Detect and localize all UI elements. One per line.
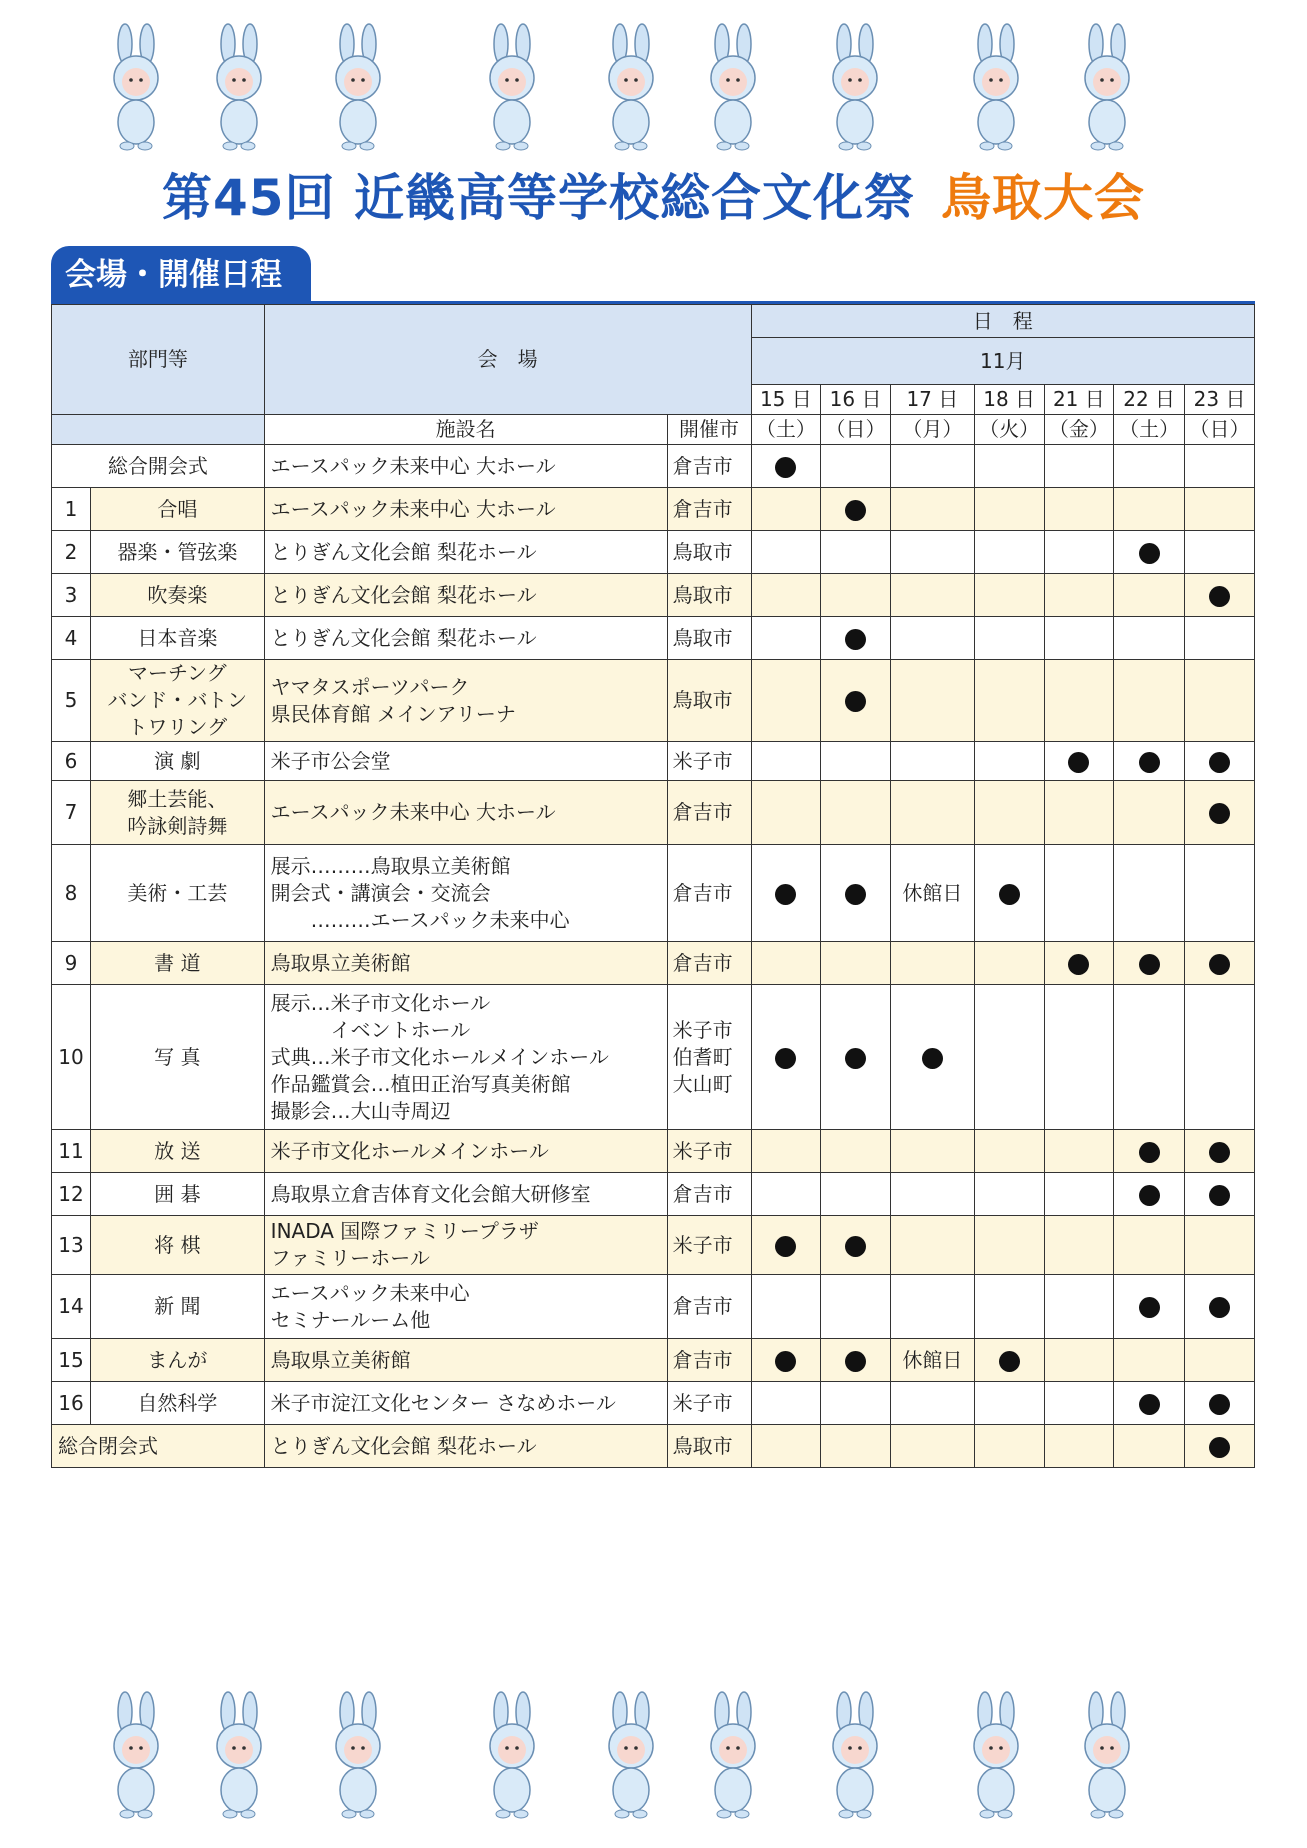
weekday-header: （土） [751, 415, 821, 445]
title-main: 第45回 近畿高等学校総合文化祭 [162, 169, 915, 227]
section-tab: 会場・開催日程 [51, 246, 311, 304]
day-cell [1114, 1382, 1185, 1425]
event-dot-icon [845, 1236, 866, 1257]
table-row [52, 985, 1255, 1130]
day-cell [974, 617, 1044, 660]
event-dot-icon [845, 500, 866, 521]
day-cell [1044, 574, 1114, 617]
table-row [52, 781, 1255, 845]
event-dot-icon [922, 1048, 943, 1069]
day-cell [974, 1173, 1044, 1216]
date-header: 22 日 [1114, 385, 1185, 415]
closed-day-label: 休館日 [902, 1347, 963, 1372]
day-cell [1114, 942, 1185, 985]
event-dot-icon [1139, 1394, 1160, 1415]
day-cell [890, 1173, 974, 1216]
day-cell [751, 1173, 821, 1216]
weekday-header: （日） [821, 415, 891, 445]
day-cell [1114, 660, 1185, 742]
day-cell [1114, 781, 1185, 845]
day-cell [1185, 488, 1255, 531]
event-dot-icon [845, 691, 866, 712]
day-cell [1044, 1130, 1114, 1173]
dept-cell: 総合開会式 [52, 445, 265, 488]
city-cell: 鳥取市 [667, 531, 751, 574]
table-row [52, 574, 1255, 617]
day-cell [890, 1339, 974, 1382]
day-cell [751, 1382, 821, 1425]
weekday-header: （日） [1185, 415, 1255, 445]
event-dot-icon [775, 1351, 796, 1372]
day-cell [974, 1382, 1044, 1425]
day-cell [1044, 845, 1114, 942]
page-title [0, 168, 1307, 228]
band-leader-mascot-icon [91, 22, 181, 152]
weekday-header: （月） [890, 415, 974, 445]
day-cell [1185, 1339, 1255, 1382]
day-cell [821, 781, 891, 845]
day-cell [890, 660, 974, 742]
venue-cell: エースパック未来中心 大ホール [264, 488, 667, 531]
event-dot-icon [1139, 1297, 1160, 1318]
day-cell [974, 660, 1044, 742]
table-row [52, 845, 1255, 942]
day-cell [890, 845, 974, 942]
day-cell [751, 845, 821, 942]
day-cell [1185, 942, 1255, 985]
day-cell [821, 1216, 891, 1275]
day-cell [1185, 781, 1255, 845]
city-cell: 鳥取市 [667, 574, 751, 617]
day-cell [821, 742, 891, 781]
city-cell: 鳥取市 [667, 660, 751, 742]
row-number: 4 [52, 617, 91, 660]
table-row [52, 1130, 1255, 1173]
venue-cell: 米子市公会堂 [264, 742, 667, 781]
day-cell [890, 574, 974, 617]
day-cell [890, 1130, 974, 1173]
day-cell [1185, 985, 1255, 1130]
day-cell [821, 1275, 891, 1339]
day-cell [974, 1130, 1044, 1173]
day-cell [821, 617, 891, 660]
event-dot-icon [1139, 1142, 1160, 1163]
city-cell: 倉吉市 [667, 942, 751, 985]
day-cell [1114, 1130, 1185, 1173]
day-cell [1114, 1173, 1185, 1216]
row-number: 13 [52, 1216, 91, 1275]
day-cell [1114, 845, 1185, 942]
day-cell [821, 985, 891, 1130]
dept-cell: 合唱 [90, 488, 264, 531]
venue-cell: とりぎん文化会館 梨花ホール [264, 531, 667, 574]
event-dot-icon [1068, 954, 1089, 975]
day-cell [890, 531, 974, 574]
day-cell [821, 531, 891, 574]
broadcaster-mascot-icon [688, 22, 778, 152]
city-cell: 倉吉市 [667, 488, 751, 531]
city-cell: 米子市 [667, 742, 751, 781]
city-cell: 倉吉市 [667, 1339, 751, 1382]
day-cell [890, 942, 974, 985]
venue-cell: とりぎん文化会館 梨花ホール [264, 574, 667, 617]
table-row [52, 1425, 1255, 1468]
day-cell [890, 781, 974, 845]
day-cell [821, 488, 891, 531]
day-cell [1185, 845, 1255, 942]
day-cell [821, 574, 891, 617]
dept-cell: 囲 碁 [90, 1173, 264, 1216]
city-cell: 米子市 [667, 1130, 751, 1173]
event-dot-icon [1068, 752, 1089, 773]
day-cell [751, 531, 821, 574]
day-cell [974, 1275, 1044, 1339]
event-dot-icon [1139, 954, 1160, 975]
venue-cell: ヤマタスポーツパーク 県民体育館 メインアリーナ [264, 660, 667, 742]
day-cell [1044, 1339, 1114, 1382]
day-cell [974, 985, 1044, 1130]
venue-cell: エースパック未来中心 大ホール [264, 445, 667, 488]
closed-day-label: 休館日 [902, 880, 963, 905]
bottom-mascot-row [0, 1690, 1307, 1820]
venue-cell: エースパック未来中心 大ホール [264, 781, 667, 845]
reader-mascot-icon [810, 1690, 900, 1820]
table-row [52, 1216, 1255, 1275]
day-cell [974, 845, 1044, 942]
day-cell [1114, 1339, 1185, 1382]
day-cell [751, 1275, 821, 1339]
event-dot-icon [775, 1236, 796, 1257]
venue-cell: 鳥取県立美術館 [264, 1339, 667, 1382]
day-cell [974, 1216, 1044, 1275]
date-header: 21 日 [1044, 385, 1114, 415]
speech-mascot-icon [586, 1690, 676, 1820]
city-cell: 鳥取市 [667, 1425, 751, 1468]
dept-cell: マーチング バンド・バトン トワリング [90, 660, 264, 742]
top-mascot-row [0, 22, 1307, 152]
event-dot-icon [775, 1048, 796, 1069]
venue-cell: エースパック未来中心 セミナールーム他 [264, 1275, 667, 1339]
day-cell [1185, 1382, 1255, 1425]
singer-mascot-icon [91, 1690, 181, 1820]
day-cell [821, 1339, 891, 1382]
event-dot-icon [1139, 543, 1160, 564]
day-cell [821, 660, 891, 742]
day-cell [1114, 488, 1185, 531]
venue-cell: 鳥取県立美術館 [264, 942, 667, 985]
table-row [52, 1382, 1255, 1425]
event-dot-icon [845, 629, 866, 650]
day-cell [1044, 531, 1114, 574]
day-cell [890, 742, 974, 781]
cello-mascot-icon [586, 22, 676, 152]
day-cell [821, 942, 891, 985]
row-number: 12 [52, 1173, 91, 1216]
shogi-piece-mascot-icon [313, 1690, 403, 1820]
day-cell [1044, 1216, 1114, 1275]
day-cell [821, 1382, 891, 1425]
day-cell [1185, 445, 1255, 488]
date-header: 16 日 [821, 385, 891, 415]
venue-cell: とりぎん文化会館 梨花ホール [264, 1425, 667, 1468]
day-cell [821, 1130, 891, 1173]
day-cell [751, 781, 821, 845]
day-cell [1114, 1425, 1185, 1468]
day-cell [751, 660, 821, 742]
day-cell [1044, 742, 1114, 781]
dept-cell: 演 劇 [90, 742, 264, 781]
city-cell: 鳥取市 [667, 617, 751, 660]
row-number: 8 [52, 845, 91, 942]
writer-mascot-icon [194, 22, 284, 152]
row-number: 16 [52, 1382, 91, 1425]
calligraphy-mascot-icon [467, 1690, 557, 1820]
dept-cell: 写 真 [90, 985, 264, 1130]
day-cell [974, 488, 1044, 531]
event-dot-icon [1209, 1437, 1230, 1458]
day-cell [1044, 985, 1114, 1130]
event-dot-icon [1139, 1185, 1160, 1206]
month-header: 11月 [751, 338, 1255, 385]
city-cell: 倉吉市 [667, 1275, 751, 1339]
event-dot-icon [1209, 1185, 1230, 1206]
table-row [52, 1173, 1255, 1216]
day-cell [1185, 1173, 1255, 1216]
venue-cell: とりぎん文化会館 梨花ホール [264, 617, 667, 660]
row-number: 15 [52, 1339, 91, 1382]
day-cell [974, 1339, 1044, 1382]
city-header: 開催市 [667, 415, 751, 445]
dept-cell: 放 送 [90, 1130, 264, 1173]
row-number: 3 [52, 574, 91, 617]
day-cell [890, 617, 974, 660]
day-cell [1044, 1275, 1114, 1339]
row-number: 11 [52, 1130, 91, 1173]
day-cell [1044, 445, 1114, 488]
table-row [52, 1339, 1255, 1382]
day-cell [821, 445, 891, 488]
table-row [52, 942, 1255, 985]
day-cell [890, 445, 974, 488]
schedule-table [51, 304, 1255, 1468]
date-header: 15 日 [751, 385, 821, 415]
day-cell [1114, 531, 1185, 574]
row-number: 14 [52, 1275, 91, 1339]
trumpet-mascot-icon [1062, 22, 1152, 152]
event-dot-icon [1209, 954, 1230, 975]
day-cell [974, 531, 1044, 574]
date-header: 23 日 [1185, 385, 1255, 415]
city-cell: 米子市 [667, 1382, 751, 1425]
weekday-header: （火） [974, 415, 1044, 445]
day-cell [821, 845, 891, 942]
venue-group-header: 会 場 [264, 305, 751, 415]
city-cell: 米子市 [667, 1216, 751, 1275]
dept-cell: まんが [90, 1339, 264, 1382]
city-cell: 米子市 伯耆町 大山町 [667, 985, 751, 1130]
schedule-header: 日 程 [751, 305, 1255, 338]
day-cell [1185, 1275, 1255, 1339]
day-cell [1044, 1173, 1114, 1216]
event-dot-icon [1209, 803, 1230, 824]
event-dot-icon [1139, 752, 1160, 773]
go-board-mascot-icon [313, 22, 403, 152]
dept-cell: 新 聞 [90, 1275, 264, 1339]
city-cell: 倉吉市 [667, 781, 751, 845]
event-dot-icon [1209, 752, 1230, 773]
event-dot-icon [1209, 1297, 1230, 1318]
day-cell [1185, 1130, 1255, 1173]
day-cell [1044, 1382, 1114, 1425]
day-cell [974, 742, 1044, 781]
day-cell [751, 445, 821, 488]
japanese-music-mascot-icon [467, 22, 557, 152]
venue-cell: 米子市淀江文化センター さなめホール [264, 1382, 667, 1425]
row-number: 6 [52, 742, 91, 781]
venue-cell: 米子市文化ホールメインホール [264, 1130, 667, 1173]
event-dot-icon [775, 884, 796, 905]
dept-cell: 自然科学 [90, 1382, 264, 1425]
day-cell [751, 1130, 821, 1173]
day-cell [1185, 531, 1255, 574]
day-cell [1185, 617, 1255, 660]
day-cell [1114, 617, 1185, 660]
day-cell [1114, 574, 1185, 617]
table-row [52, 617, 1255, 660]
venue-cell: 鳥取県立倉吉体育文化会館大研修室 [264, 1173, 667, 1216]
day-cell [1044, 1425, 1114, 1468]
city-cell: 倉吉市 [667, 845, 751, 942]
row-number: 7 [52, 781, 91, 845]
day-cell [1044, 942, 1114, 985]
table-row [52, 488, 1255, 531]
row-number: 2 [52, 531, 91, 574]
day-cell [974, 445, 1044, 488]
day-cell [890, 1216, 974, 1275]
day-cell [1185, 660, 1255, 742]
day-cell [751, 742, 821, 781]
day-cell [890, 1425, 974, 1468]
day-cell [974, 1425, 1044, 1468]
city-cell: 倉吉市 [667, 1173, 751, 1216]
day-cell [751, 488, 821, 531]
day-cell [1114, 1216, 1185, 1275]
table-row [52, 742, 1255, 781]
row-number: 9 [52, 942, 91, 985]
day-cell [1044, 781, 1114, 845]
dept-cell: 器楽・管弦楽 [90, 531, 264, 574]
day-cell [751, 985, 821, 1130]
dept-cell: 将 棋 [90, 1216, 264, 1275]
day-cell [890, 985, 974, 1130]
day-cell [974, 942, 1044, 985]
day-cell [974, 781, 1044, 845]
day-cell [1044, 660, 1114, 742]
date-header: 17 日 [890, 385, 974, 415]
day-cell [821, 1425, 891, 1468]
dept-cell: 総合閉会式 [52, 1425, 265, 1468]
day-cell [1185, 742, 1255, 781]
date-header: 18 日 [974, 385, 1044, 415]
kendo-dancer-mascot-icon [951, 1690, 1041, 1820]
venue-cell: 展示………鳥取県立美術館 開会式・講演会・交流会 ………エースパック未来中心 [264, 845, 667, 942]
day-cell [1114, 445, 1185, 488]
day-cell [1114, 742, 1185, 781]
day-cell [821, 1173, 891, 1216]
title-sub: 鳥取大会 [941, 169, 1145, 227]
day-cell [751, 617, 821, 660]
day-cell [890, 488, 974, 531]
row-number: 5 [52, 660, 91, 742]
table-row [52, 445, 1255, 488]
venue-cell: 展示…米子市文化ホール イベントホール 式典…米子市文化ホールメインホール 作品鑑賞会…植田正治写真美術館 撮影会…大山寺周辺 [264, 985, 667, 1130]
day-cell [1185, 1425, 1255, 1468]
folk-performer-mascot-icon [1062, 1690, 1152, 1820]
facility-header: 施設名 [264, 415, 667, 445]
dept-cell: 日本音楽 [90, 617, 264, 660]
dept-cell: 書 道 [90, 942, 264, 985]
event-dot-icon [1209, 1394, 1230, 1415]
day-cell [751, 1339, 821, 1382]
event-dot-icon [775, 457, 796, 478]
day-cell [890, 1382, 974, 1425]
day-cell [1185, 1216, 1255, 1275]
day-cell [1114, 1275, 1185, 1339]
event-dot-icon [845, 1048, 866, 1069]
photographer-mascot-icon [194, 1690, 284, 1820]
weekday-header: （土） [1114, 415, 1185, 445]
painter-mascot-icon [810, 22, 900, 152]
day-cell [751, 942, 821, 985]
table-row [52, 531, 1255, 574]
event-dot-icon [999, 884, 1020, 905]
day-cell [890, 1275, 974, 1339]
table-row [52, 1275, 1255, 1339]
event-dot-icon [999, 1351, 1020, 1372]
day-cell [1044, 488, 1114, 531]
dept-cell: 美術・工芸 [90, 845, 264, 942]
day-cell [751, 1216, 821, 1275]
day-cell [751, 574, 821, 617]
day-cell [1185, 574, 1255, 617]
dept-cell: 郷土芸能、 吟詠剣詩舞 [90, 781, 264, 845]
city-cell: 倉吉市 [667, 445, 751, 488]
event-dot-icon [845, 884, 866, 905]
event-dot-icon [1209, 1142, 1230, 1163]
day-cell [1044, 617, 1114, 660]
dept-header: 部門等 [52, 305, 265, 415]
event-dot-icon [1209, 586, 1230, 607]
dept-cell: 吹奏楽 [90, 574, 264, 617]
koto-mascot-icon [951, 22, 1041, 152]
row-number: 10 [52, 985, 91, 1130]
day-cell [974, 574, 1044, 617]
scientist-mascot-icon [688, 1690, 778, 1820]
weekday-header: （金） [1044, 415, 1114, 445]
row-number: 1 [52, 488, 91, 531]
table-row [52, 660, 1255, 742]
day-cell [1114, 985, 1185, 1130]
event-dot-icon [845, 1351, 866, 1372]
venue-cell: INADA 国際ファミリープラザ ファミリーホール [264, 1216, 667, 1275]
day-cell [751, 1425, 821, 1468]
